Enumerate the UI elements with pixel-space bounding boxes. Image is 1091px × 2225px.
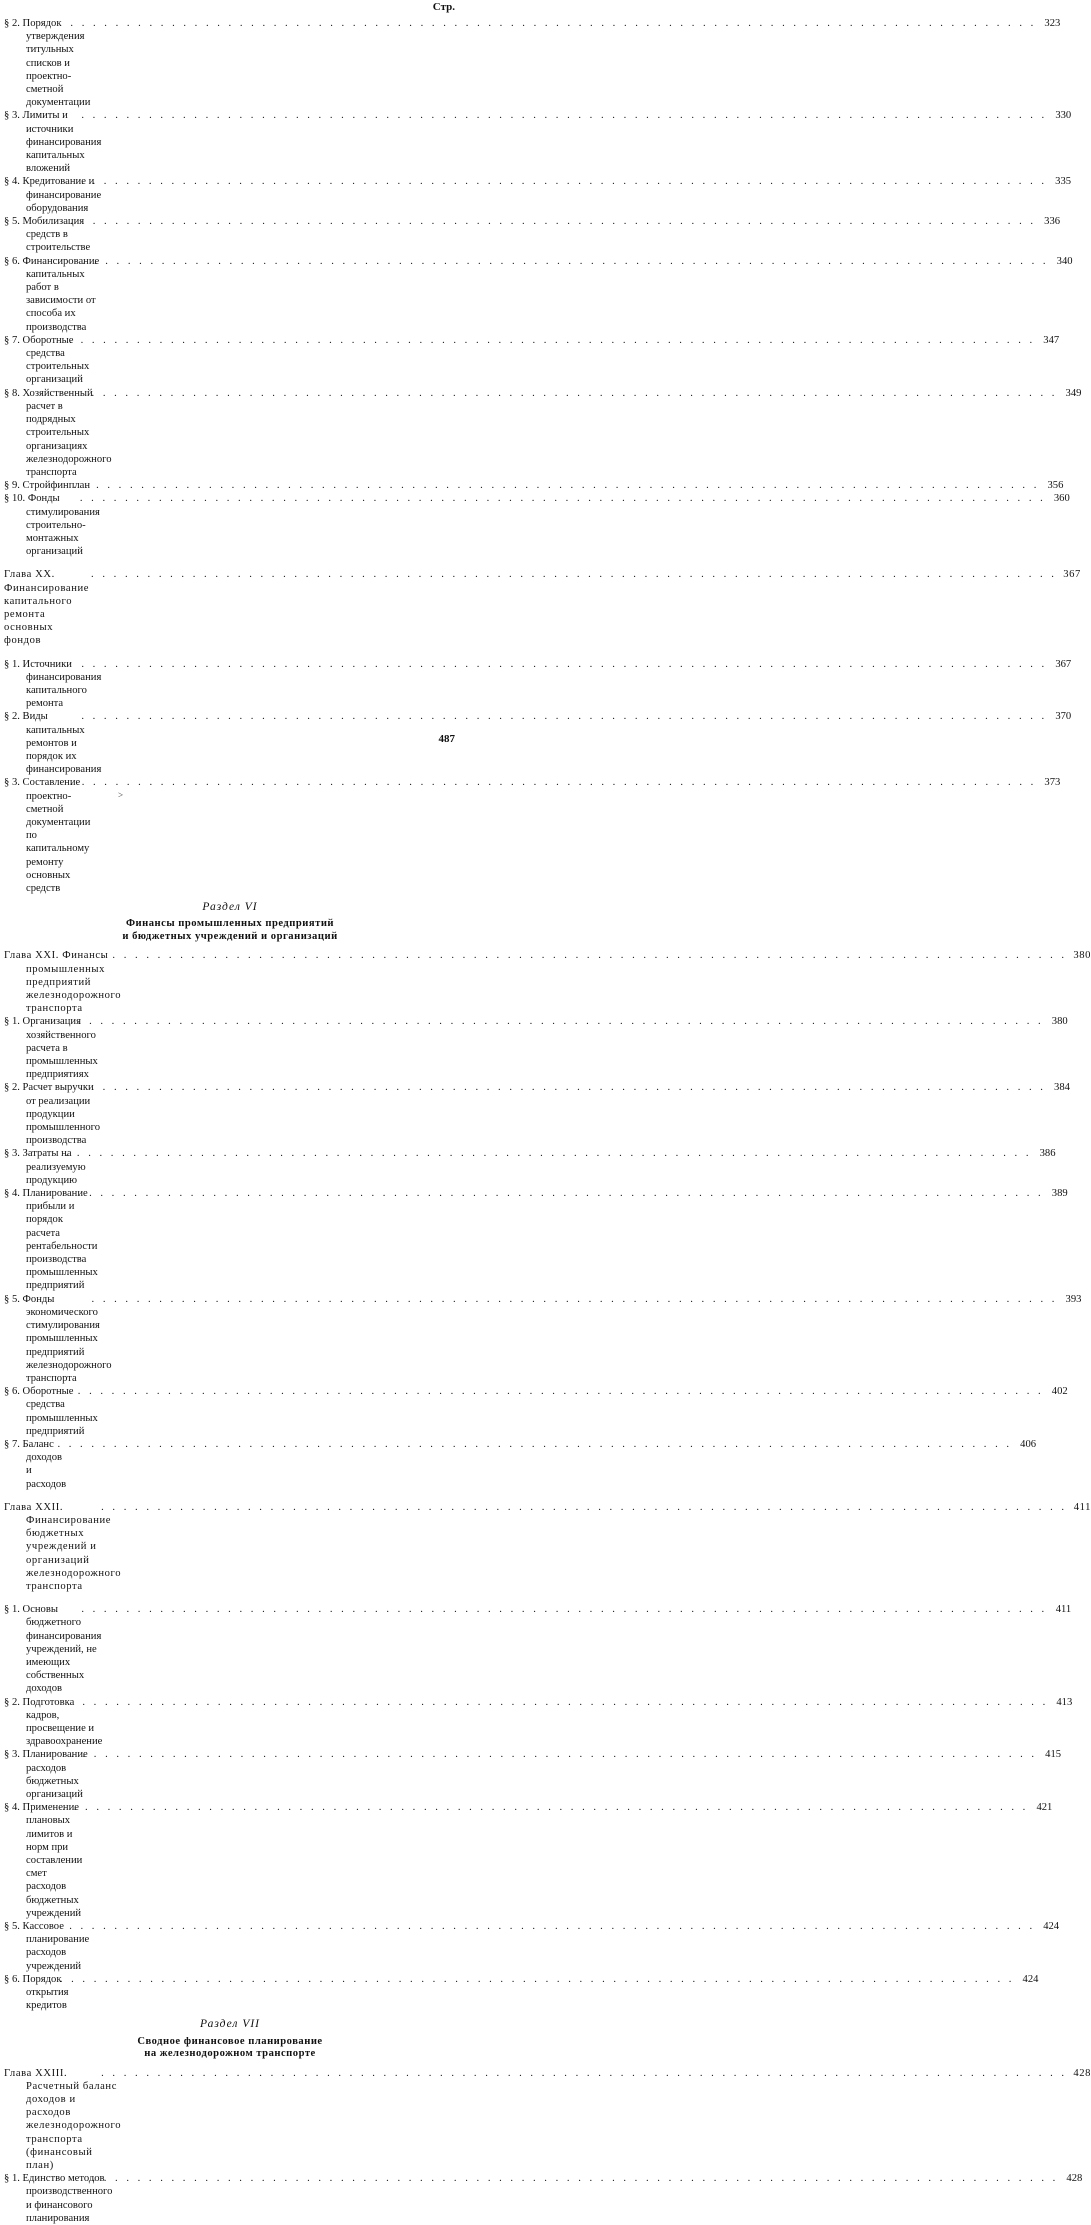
toc-entry-text: § 6. Финансирование капитальных работ в зависимости от способа их производства xyxy=(4,255,100,333)
toc-entry-page: 389 xyxy=(1051,1188,1068,1200)
toc-entry xyxy=(4,1385,1068,1438)
toc-entry-text: § 7. Оборотные средства строительных организаций xyxy=(4,334,90,386)
toc-entry-page: 367 xyxy=(1055,658,1072,670)
toc-entry-text: § 3. Планирование расходов бюджетных организаций xyxy=(4,1749,88,1800)
toc-entry-text: § 2. Подготовка кадров, просвещение и здравоохранение xyxy=(4,1696,103,1748)
toc-entry-page: 406 xyxy=(1020,1438,1037,1450)
toc-entry-text: § 5. Кассовое планирование расходов учреждений xyxy=(4,1921,90,1972)
toc-entry-page: 360 xyxy=(1053,493,1070,505)
toc-entry-text: § 1. Единство методов производственного и финансового планирования xyxy=(4,2173,113,2224)
toc-entry xyxy=(4,492,1070,558)
toc-entry-text: § 3. Составление проектно-сметной документации по капитальному ремонту основных средств xyxy=(4,777,91,894)
section-title-line-1: Сводное финансовое планирование xyxy=(137,2035,323,2047)
toc-entry-text: § 5. Фонды экономического стимулирования промышленных предприятий железнодорожного транспорта xyxy=(4,1293,112,1384)
toc-entry-text: § 1. Организация хозяйственного расчета в промышленных предприятиях xyxy=(4,1016,98,1081)
toc-entry-page: 373 xyxy=(1044,777,1061,789)
chapter-heading xyxy=(4,2067,1091,2173)
stray-mark: > xyxy=(118,790,124,800)
toc-entry-page: 340 xyxy=(1056,255,1073,267)
toc-entry xyxy=(4,1147,1056,1187)
toc-entry-text: § 6. Оборотные средства промышленных предприятий xyxy=(4,1386,98,1437)
chapter-page: 380 xyxy=(1073,950,1091,962)
toc-entry-text: § 10. Фонды стимулирования строительно-монтажных организаций xyxy=(4,493,100,558)
toc-block-3 xyxy=(4,1015,1082,1490)
toc-entry-page: 413 xyxy=(1056,1696,1073,1708)
toc-entry-page: 370 xyxy=(1055,711,1072,723)
toc-entry-page: 415 xyxy=(1045,1749,1062,1761)
toc-entry-page: 356 xyxy=(1047,480,1064,492)
toc-entry xyxy=(4,776,1061,895)
toc-entry xyxy=(4,387,1082,479)
chapter-page: 428 xyxy=(1073,2067,1091,2079)
toc-entry-page: 384 xyxy=(1054,1082,1070,1094)
toc-entry-text: § 4. Применение плановых лимитов и норм при составлении смет расходов бюджетных учреждений xyxy=(4,1802,83,1919)
section-label: Раздел VI xyxy=(202,901,258,914)
toc-entry-text: § 1. Основы бюджетного финансирования учреждений, не имеющих собственных доходов xyxy=(4,1604,102,1695)
toc-entry-page: 424 xyxy=(1022,1973,1039,1985)
toc-entry xyxy=(4,1696,1073,1749)
toc-entry xyxy=(4,255,1073,334)
chapter-title: Глава XXII. Финансирование бюджетных учреждений и организаций железнодорожного транспорта xyxy=(4,1501,122,1592)
chapter-heading xyxy=(4,949,1091,1015)
toc-entry-text: § 4. Кредитование и финансирование оборудования xyxy=(4,176,102,214)
toc-entry-page: 349 xyxy=(1065,387,1082,399)
toc-entry xyxy=(4,1920,1060,1973)
toc-entry-page: 393 xyxy=(1065,1293,1082,1305)
toc-entry-page: 330 xyxy=(1055,110,1072,122)
toc-entry-page: 386 xyxy=(1039,1148,1056,1160)
toc-entry-page: 424 xyxy=(1043,1921,1060,1933)
toc-entry xyxy=(4,1015,1068,1081)
chapter-title: Глава XXIII. Расчетный баланс доходов и расходов железнодорожного транспорта (финансовый план) xyxy=(4,2067,122,2172)
section-title-line-2: и бюджетных учреждений и организаций xyxy=(122,930,338,942)
toc-entry-text: § 2. Расчет выручки от реализации продукции промышленного производства xyxy=(4,1082,101,1147)
toc-entry-page: 402 xyxy=(1051,1386,1068,1398)
chapter-page: 411 xyxy=(1073,1501,1091,1513)
toc-entry-text: § 9. Стройфинплан xyxy=(4,480,91,492)
toc-entry-text: § 4. Планирование прибыли и порядок расчета рентабельности производства промышленных предприятий xyxy=(4,1188,98,1292)
toc-entry xyxy=(4,479,1064,492)
chapter-heading xyxy=(4,1501,1091,1593)
section-title-line-1: Финансы промышленных предприятий xyxy=(125,918,335,930)
chapter-title: Глава XX. Финансирование капитального ремонта основных фондов xyxy=(4,569,90,647)
toc-entry-page: 335 xyxy=(1055,176,1072,188)
toc-entry-text: § 2. Порядок утверждения титульных списков и проектно-сметной документации xyxy=(4,18,91,109)
toc-entry-page: 347 xyxy=(1043,334,1060,346)
toc-entry xyxy=(4,1187,1068,1293)
toc-entry-text: § 3. Лимиты и источники финансирования капитальных вложений xyxy=(4,110,102,175)
page-number: 487 xyxy=(438,733,455,745)
toc-entry xyxy=(4,17,1061,109)
toc-entry xyxy=(4,1438,1037,1491)
toc-entry xyxy=(4,334,1060,387)
toc-entry-page: 428 xyxy=(1066,2173,1083,2185)
toc-entry-text: § 6. Порядок открытия кредитов xyxy=(4,1973,69,2012)
table-of-contents xyxy=(4,17,1091,2225)
toc-entry xyxy=(4,109,1072,175)
toc-entry xyxy=(4,1081,1070,1147)
toc-block-5 xyxy=(4,2172,1083,2225)
chapter-title: Глава XXI. Финансы промышленных предприятий железнодорожного транспорта xyxy=(4,950,122,1015)
toc-entry-text: § 8. Хозяйственный расчет в подрядных строительных организациях железнодорожного транспорта xyxy=(4,387,112,478)
toc-entry xyxy=(4,1801,1053,1920)
toc-entry xyxy=(4,2172,1083,2225)
toc-entry-text: § 1. Источники финансирования капитального ремонта xyxy=(4,658,102,710)
toc-entry-page: 323 xyxy=(1044,18,1061,29)
chapter-heading xyxy=(4,568,1081,647)
toc-entry xyxy=(4,1748,1062,1801)
toc-entry-text: § 3. Затраты на реализуемую продукцию xyxy=(4,1148,86,1186)
toc-entry-text: § 7. Баланс доходов и расходов xyxy=(4,1438,67,1490)
toc-block-2 xyxy=(4,658,1072,896)
section-label: Раздел VII xyxy=(199,2018,261,2031)
toc-entry xyxy=(4,215,1061,255)
toc-entry-page: 380 xyxy=(1051,1016,1068,1028)
toc-block-4 xyxy=(4,1603,1073,2012)
chapter-page: 367 xyxy=(1063,569,1081,581)
page-column-label: Стр. xyxy=(432,1,455,13)
toc-entry xyxy=(4,710,1072,776)
toc-entry-page: 336 xyxy=(1044,216,1061,228)
toc-entry xyxy=(4,658,1072,711)
toc-entry-page: 421 xyxy=(1036,1802,1053,1814)
toc-entry-text: § 2. Виды капитальных ремонтов и порядок их финансирования xyxy=(4,711,102,776)
toc-entry xyxy=(4,1973,1039,2013)
toc-entry xyxy=(4,1293,1082,1385)
toc-entry xyxy=(4,175,1072,215)
toc-entry-page: 411 xyxy=(1055,1604,1072,1616)
toc-entry-text: § 5. Мобилизация средств в строительстве xyxy=(4,216,91,254)
toc-block-1 xyxy=(4,17,1082,558)
toc-entry xyxy=(4,1603,1072,1695)
section-title-line-2: на железнодорожном транспорте xyxy=(144,2048,316,2060)
